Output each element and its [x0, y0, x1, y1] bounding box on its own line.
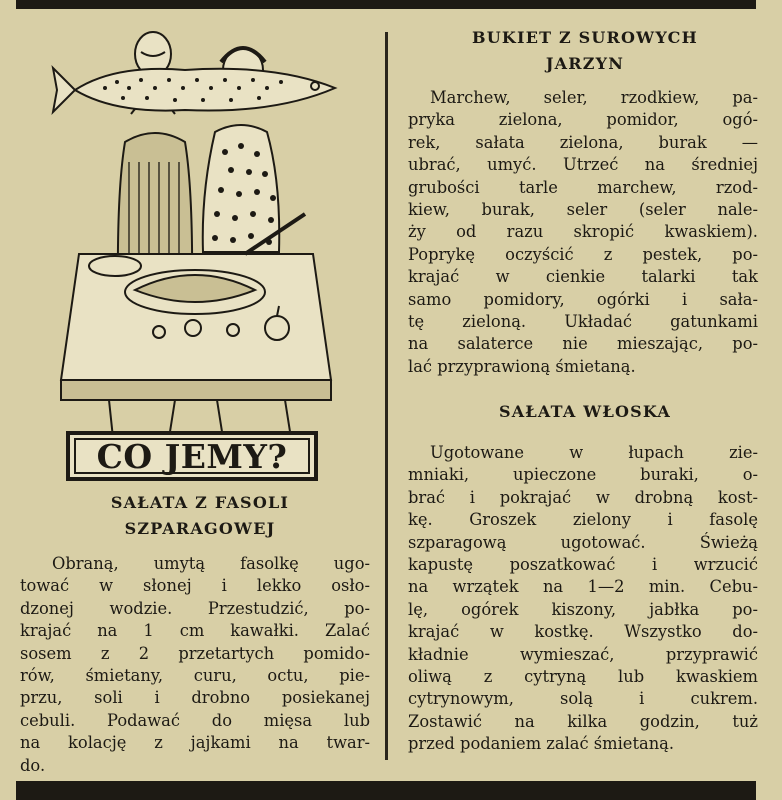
text-line: tę zieloną. Układać gatunkami [408, 312, 758, 332]
text-line: rów, śmietany, curu, octu, pie- [20, 666, 370, 686]
text-line: szparagową ugotować. Świeżą [408, 532, 758, 552]
text-line: Marchew, seler, rzodkiew, pa- [430, 88, 758, 107]
right-top-title-line: BUKIET Z SUROWYCH [472, 28, 698, 47]
text-line: na salaterce nie mieszając, po- [408, 334, 758, 354]
text-line: krajać w cienkie talarki tak [408, 267, 758, 287]
text-line: krajać w kostkę. Wszystko do- [408, 622, 758, 642]
text-line: kę. Groszek zielony i fasolę [408, 510, 758, 530]
right-top-title-line: JARZYN [545, 54, 625, 73]
right-bottom-title-line: SAŁATA WŁOSKA [499, 402, 671, 421]
text-line: kładnie wymieszać, przyprawić [408, 644, 758, 664]
text-line: mniaki, upieczone buraki, o- [408, 465, 758, 485]
text-line: tować w słonej i lekko osło- [20, 576, 370, 596]
text-line: rek, sałata zielona, burak — [408, 132, 758, 152]
column-divider [385, 32, 388, 760]
text-line: na kolację z jajkami na twar- [20, 733, 370, 753]
text-line: pryka zielona, pomidor, ogó- [408, 110, 758, 130]
text-line: przu, soli i drobno posiekanej [20, 688, 370, 708]
text-line: kapustę poszatkować i wrzucić [408, 555, 758, 575]
text-line: na wrzątek na 1—2 min. Cebu- [408, 577, 758, 597]
text-line: cytrynowym, solą i cukrem. [408, 689, 758, 709]
text-line: ży od razu skropić kwaskiem). [408, 222, 758, 242]
right-bottom-recipe-title [410, 399, 760, 425]
left-recipe-body [20, 553, 370, 777]
text-line: kiew, burak, seler (seler nale- [408, 200, 758, 220]
left-recipe-title [70, 490, 330, 542]
text-line: ubrać, umyć. Utrzeć na średniej [408, 155, 758, 175]
text-line: brać i pokrajać w drobną kost- [408, 487, 758, 507]
bottom-rule [16, 781, 756, 800]
left-title-line: SAŁATA Z FASOLI [110, 493, 290, 512]
text-line: grubości tarle marchew, rzod- [408, 177, 758, 197]
top-rule [16, 0, 756, 9]
co-jemy-logo [66, 431, 318, 481]
text-line: krajać na 1 cm kawałki. Zalać [20, 621, 370, 641]
text-line: sosem z 2 przetartych pomido- [20, 643, 370, 663]
text-line: do. [20, 755, 46, 775]
logo-text: CO JEMY? [74, 438, 310, 474]
text-line: lać przyprawioną śmietaną. [408, 356, 636, 376]
left-title-line: SZPARAGOWEJ [124, 519, 276, 538]
text-line: Ugotowane w łupach zie- [430, 443, 758, 462]
text-line: oliwą z cytryną lub kwaskiem [408, 667, 758, 687]
right-top-recipe-title [410, 25, 760, 77]
text-line: Poprykę oczyścić z pestek, po- [408, 244, 758, 264]
text-line: Zostawić na kilka godzin, tuż [408, 711, 758, 731]
text-line: samo pomidory, ogórki i sała- [408, 289, 758, 309]
text-line: przed podaniem zalać śmietaną. [408, 734, 675, 754]
right-top-recipe-body [408, 87, 758, 378]
text-line: dzonej wodzie. Przestudzić, po- [20, 598, 370, 618]
text-line: lę, ogórek kiszony, jabłka po- [408, 599, 758, 619]
right-bottom-recipe-body [408, 442, 758, 756]
text-line: Obraną, umytą fasolkę ugo- [52, 554, 370, 573]
cooks-illustration [45, 22, 345, 442]
text-line: cebuli. Podawać do mięsa lub [20, 710, 370, 730]
